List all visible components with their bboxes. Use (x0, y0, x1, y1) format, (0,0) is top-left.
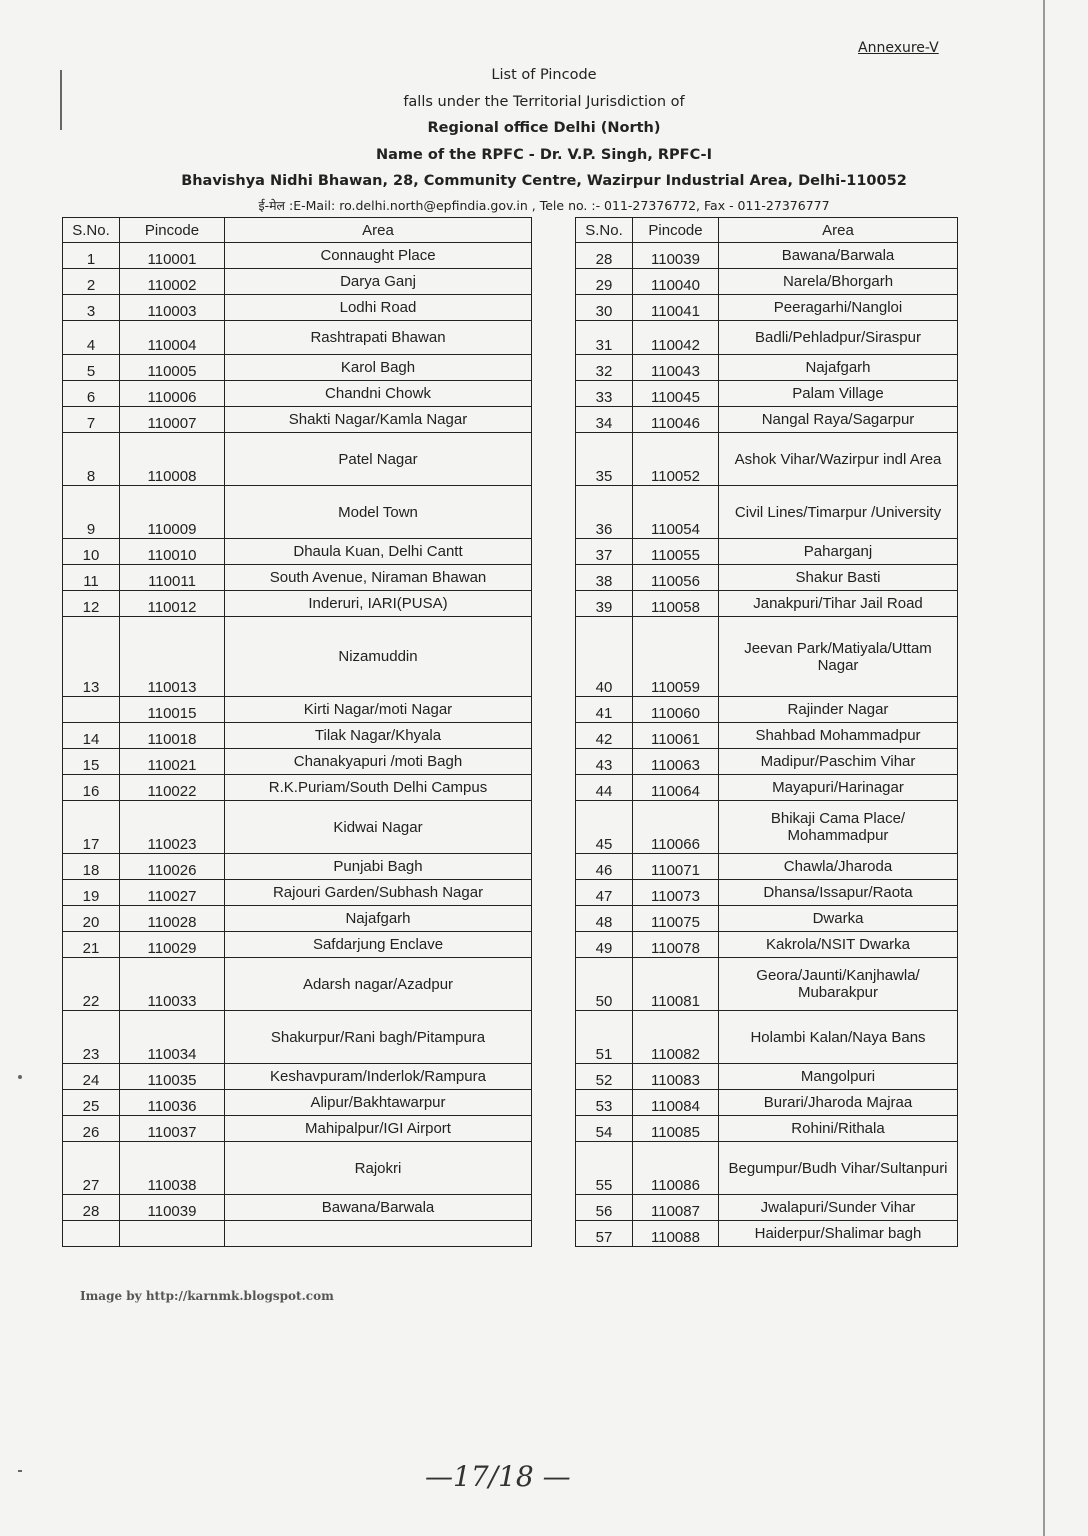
cell-sno: 15 (63, 749, 120, 775)
cell-sno: 39 (576, 591, 633, 617)
cell-sno: 14 (63, 723, 120, 749)
cell-area: R.K.Puriam/South Delhi Campus (225, 775, 532, 801)
table-row (63, 433, 532, 486)
cell-area: Najafgarh (719, 355, 958, 381)
cell-sno: 56 (576, 1195, 633, 1221)
cell-area: Kakrola/NSIT Dwarka (719, 932, 958, 958)
table-row (576, 932, 958, 958)
cell-pincode: 110042 (633, 321, 719, 355)
cell-pincode: 110071 (633, 854, 719, 880)
header-contact: ई-मेल :E-Mail: ro.delhi.north@epfindia.gov.in , Tele no. :- 011-27376772, Fax - 011-27376777 (258, 197, 830, 213)
cell-pincode: 110005 (120, 355, 225, 381)
cell-sno: 27 (63, 1142, 120, 1195)
cell-area: Begumpur/Budh Vihar/Sultanpuri (719, 1142, 958, 1195)
table-row (63, 1064, 532, 1090)
table-row (576, 880, 958, 906)
cell-pincode: 110064 (633, 775, 719, 801)
cell-area: Nangal Raya/Sagarpur (719, 407, 958, 433)
cell-area: Mangolpuri (719, 1064, 958, 1090)
cell-area: Chawla/Jharoda (719, 854, 958, 880)
cell-area: Dwarka (719, 906, 958, 932)
table-row (576, 801, 958, 854)
cell-area: Peeragarhi/Nangloi (719, 295, 958, 321)
cell-pincode: 110056 (633, 565, 719, 591)
cell-sno (63, 1221, 120, 1247)
table-row (576, 591, 958, 617)
cell-pincode: 110035 (120, 1064, 225, 1090)
cell-pincode: 110012 (120, 591, 225, 617)
cell-sno: 37 (576, 539, 633, 565)
header-rpfc-name: Name of the RPFC - Dr. V.P. Singh, RPFC-I (376, 146, 712, 163)
cell-pincode: 110040 (633, 269, 719, 295)
cell-sno: 18 (63, 854, 120, 880)
table-row (63, 880, 532, 906)
cell-area: Rashtrapati Bhawan (225, 321, 532, 355)
cell-sno: 2 (63, 269, 120, 295)
column-header-pincode: Pincode (633, 218, 719, 243)
column-header-area: Area (225, 218, 532, 243)
cell-sno: 55 (576, 1142, 633, 1195)
cell-area: Kidwai Nagar (225, 801, 532, 854)
table-row (576, 749, 958, 775)
cell-pincode: 110009 (120, 486, 225, 539)
table-row (63, 539, 532, 565)
table-row (63, 906, 532, 932)
table-row (576, 1116, 958, 1142)
cell-pincode: 110004 (120, 321, 225, 355)
cell-pincode: 110055 (633, 539, 719, 565)
cell-sno: 40 (576, 617, 633, 697)
table-row (576, 723, 958, 749)
cell-sno: 57 (576, 1221, 633, 1247)
table-row (576, 1011, 958, 1064)
cell-sno: 29 (576, 269, 633, 295)
cell-sno: 8 (63, 433, 120, 486)
cell-sno: 20 (63, 906, 120, 932)
cell-area: Palam Village (719, 381, 958, 407)
cell-sno: 46 (576, 854, 633, 880)
cell-area: Burari/Jharoda Majraa (719, 1090, 958, 1116)
cell-pincode: 110088 (633, 1221, 719, 1247)
table-row (576, 269, 958, 295)
cell-pincode: 110039 (633, 243, 719, 269)
table-row (576, 906, 958, 932)
table-row (63, 591, 532, 617)
cell-pincode: 110039 (120, 1195, 225, 1221)
cell-area: Tilak Nagar/Khyala (225, 723, 532, 749)
cell-sno: 13 (63, 617, 120, 697)
cell-sno: 11 (63, 565, 120, 591)
cell-pincode: 110046 (633, 407, 719, 433)
cell-area: Nizamuddin (225, 617, 532, 697)
cell-pincode: 110058 (633, 591, 719, 617)
annexure-label: Annexure-V (858, 40, 939, 56)
table-row (63, 1116, 532, 1142)
table-row (576, 1142, 958, 1195)
table-row (63, 932, 532, 958)
cell-pincode: 110013 (120, 617, 225, 697)
cell-pincode: 110008 (120, 433, 225, 486)
scan-mark (18, 1470, 22, 1472)
cell-area: Keshavpuram/Inderlok/Rampura (225, 1064, 532, 1090)
cell-pincode: 110066 (633, 801, 719, 854)
cell-sno (63, 697, 120, 723)
cell-area: Ashok Vihar/Wazirpur indl Area (719, 433, 958, 486)
cell-sno: 1 (63, 243, 120, 269)
table-row (63, 1221, 532, 1247)
cell-pincode: 110034 (120, 1011, 225, 1064)
table-row (576, 486, 958, 539)
cell-area: Chanakyapuri /moti Bagh (225, 749, 532, 775)
page-number: —17/18 — (425, 1460, 571, 1493)
cell-area: Jwalapuri/Sunder Vihar (719, 1195, 958, 1221)
cell-sno: 53 (576, 1090, 633, 1116)
header-title: List of Pincode (491, 67, 597, 83)
table-row (63, 1011, 532, 1064)
cell-pincode: 110037 (120, 1116, 225, 1142)
cell-area: Rohini/Rithala (719, 1116, 958, 1142)
cell-area: Mayapuri/Harinagar (719, 775, 958, 801)
scan-mark (18, 1075, 22, 1079)
table-row (63, 381, 532, 407)
table-row (576, 539, 958, 565)
cell-pincode: 110029 (120, 932, 225, 958)
header-jurisdiction: falls under the Territorial Jurisdiction of (403, 93, 685, 110)
cell-sno: 34 (576, 407, 633, 433)
table-row (63, 243, 532, 269)
table-row (576, 565, 958, 591)
cell-pincode: 110084 (633, 1090, 719, 1116)
table-header-row (576, 218, 958, 243)
cell-area: Badli/Pehladpur/Siraspur (719, 321, 958, 355)
cell-pincode: 110054 (633, 486, 719, 539)
cell-sno: 42 (576, 723, 633, 749)
cell-area: Lodhi Road (225, 295, 532, 321)
cell-pincode: 110026 (120, 854, 225, 880)
cell-sno: 48 (576, 906, 633, 932)
cell-sno: 26 (63, 1116, 120, 1142)
cell-pincode: 110011 (120, 565, 225, 591)
cell-sno: 10 (63, 539, 120, 565)
cell-pincode: 110087 (633, 1195, 719, 1221)
cell-pincode: 110002 (120, 269, 225, 295)
cell-sno: 28 (63, 1195, 120, 1221)
cell-area: Bawana/Barwala (719, 243, 958, 269)
cell-area: Narela/Bhorgarh (719, 269, 958, 295)
scan-edge-line (1043, 0, 1045, 1536)
column-header-pincode: Pincode (120, 218, 225, 243)
table-row (63, 269, 532, 295)
cell-sno: 54 (576, 1116, 633, 1142)
pincode-table-right (575, 217, 958, 1247)
cell-area: Paharganj (719, 539, 958, 565)
cell-sno: 25 (63, 1090, 120, 1116)
table-row (63, 1195, 532, 1221)
cell-area: Darya Ganj (225, 269, 532, 295)
cell-area: Rajokri (225, 1142, 532, 1195)
cell-sno: 31 (576, 321, 633, 355)
cell-sno: 9 (63, 486, 120, 539)
cell-area: Punjabi Bagh (225, 854, 532, 880)
table-row (63, 1142, 532, 1195)
cell-sno: 5 (63, 355, 120, 381)
cell-area: Shahbad Mohammadpur (719, 723, 958, 749)
cell-sno: 50 (576, 958, 633, 1011)
cell-pincode: 110033 (120, 958, 225, 1011)
cell-pincode: 110027 (120, 880, 225, 906)
cell-area: Civil Lines/Timarpur /University (719, 486, 958, 539)
header-address: Bhavishya Nidhi Bhawan, 28, Community Centre, Wazirpur Industrial Area, Delhi-110052 (181, 173, 907, 189)
cell-area: Alipur/Bakhtawarpur (225, 1090, 532, 1116)
image-credit: Image by http://karnmk.blogspot.com (80, 1289, 334, 1303)
cell-area: Janakpuri/Tihar Jail Road (719, 591, 958, 617)
cell-sno: 6 (63, 381, 120, 407)
cell-pincode: 110078 (633, 932, 719, 958)
pincode-table-left (62, 217, 532, 1247)
cell-pincode: 110063 (633, 749, 719, 775)
cell-pincode: 110045 (633, 381, 719, 407)
cell-pincode: 110086 (633, 1142, 719, 1195)
table-row (63, 697, 532, 723)
cell-area: Rajinder Nagar (719, 697, 958, 723)
cell-pincode: 110021 (120, 749, 225, 775)
cell-area: Connaught Place (225, 243, 532, 269)
cell-pincode: 110085 (633, 1116, 719, 1142)
cell-pincode: 110015 (120, 697, 225, 723)
cell-area: Shakti Nagar/Kamla Nagar (225, 407, 532, 433)
table-row (63, 486, 532, 539)
cell-sno: 17 (63, 801, 120, 854)
cell-area: Adarsh nagar/Azadpur (225, 958, 532, 1011)
cell-area: Rajouri Garden/Subhash Nagar (225, 880, 532, 906)
table-row (63, 321, 532, 355)
table-row (63, 801, 532, 854)
table-row (576, 433, 958, 486)
cell-sno: 22 (63, 958, 120, 1011)
table-row (63, 1090, 532, 1116)
cell-area: Safdarjung Enclave (225, 932, 532, 958)
table-row (63, 958, 532, 1011)
table-row (576, 1195, 958, 1221)
cell-area: Chandni Chowk (225, 381, 532, 407)
cell-pincode: 110006 (120, 381, 225, 407)
cell-pincode: 110052 (633, 433, 719, 486)
cell-area: Mahipalpur/IGI Airport (225, 1116, 532, 1142)
cell-area: Bawana/Barwala (225, 1195, 532, 1221)
cell-pincode (120, 1221, 225, 1247)
cell-area (225, 1221, 532, 1247)
table-row (576, 775, 958, 801)
cell-pincode: 110010 (120, 539, 225, 565)
cell-area: Kirti Nagar/moti Nagar (225, 697, 532, 723)
table-row (576, 407, 958, 433)
cell-pincode: 110022 (120, 775, 225, 801)
cell-sno: 47 (576, 880, 633, 906)
column-header-sno: S.No. (63, 218, 120, 243)
cell-area: Dhansa/Issapur/Raota (719, 880, 958, 906)
cell-area: Karol Bagh (225, 355, 532, 381)
cell-sno: 43 (576, 749, 633, 775)
table-row (63, 617, 532, 697)
cell-pincode: 110060 (633, 697, 719, 723)
table-row (576, 381, 958, 407)
cell-sno: 24 (63, 1064, 120, 1090)
cell-pincode: 110081 (633, 958, 719, 1011)
cell-pincode: 110007 (120, 407, 225, 433)
table-row (576, 1064, 958, 1090)
document-header (0, 62, 1088, 217)
cell-pincode: 110003 (120, 295, 225, 321)
cell-sno: 19 (63, 880, 120, 906)
table-row (576, 1090, 958, 1116)
cell-pincode: 110036 (120, 1090, 225, 1116)
cell-pincode: 110043 (633, 355, 719, 381)
table-row (576, 1221, 958, 1247)
cell-sno: 49 (576, 932, 633, 958)
column-header-sno: S.No. (576, 218, 633, 243)
cell-area: Model Town (225, 486, 532, 539)
table-row (63, 854, 532, 880)
cell-area: South Avenue, Niraman Bhawan (225, 565, 532, 591)
cell-sno: 36 (576, 486, 633, 539)
cell-area: Patel Nagar (225, 433, 532, 486)
table-row (576, 321, 958, 355)
cell-area: Najafgarh (225, 906, 532, 932)
table-row (576, 243, 958, 269)
cell-pincode: 110023 (120, 801, 225, 854)
cell-sno: 23 (63, 1011, 120, 1064)
cell-pincode: 110028 (120, 906, 225, 932)
cell-area: Madipur/Paschim Vihar (719, 749, 958, 775)
cell-sno: 32 (576, 355, 633, 381)
cell-pincode: 110059 (633, 617, 719, 697)
table-row (63, 565, 532, 591)
cell-pincode: 110082 (633, 1011, 719, 1064)
table-row (63, 723, 532, 749)
cell-area: Dhaula Kuan, Delhi Cantt (225, 539, 532, 565)
cell-sno: 3 (63, 295, 120, 321)
cell-sno: 12 (63, 591, 120, 617)
cell-area: Holambi Kalan/Naya Bans (719, 1011, 958, 1064)
table-row (63, 749, 532, 775)
cell-area: Geora/Jaunti/Kanjhawla/ Mubarakpur (719, 958, 958, 1011)
cell-pincode: 110018 (120, 723, 225, 749)
cell-sno: 38 (576, 565, 633, 591)
cell-sno: 21 (63, 932, 120, 958)
cell-sno: 16 (63, 775, 120, 801)
cell-area: Bhikaji Cama Place/ Mohammadpur (719, 801, 958, 854)
cell-pincode: 110001 (120, 243, 225, 269)
table-row (576, 295, 958, 321)
table-row (63, 407, 532, 433)
cell-area: Shakur Basti (719, 565, 958, 591)
cell-sno: 4 (63, 321, 120, 355)
header-office: Regional office Delhi (North) (427, 120, 661, 136)
cell-sno: 45 (576, 801, 633, 854)
cell-area: Inderuri, IARI(PUSA) (225, 591, 532, 617)
cell-sno: 52 (576, 1064, 633, 1090)
cell-pincode: 110061 (633, 723, 719, 749)
cell-pincode: 110038 (120, 1142, 225, 1195)
table-row (63, 775, 532, 801)
table-row (576, 697, 958, 723)
cell-area: Shakurpur/Rani bagh/Pitampura (225, 1011, 532, 1064)
cell-pincode: 110083 (633, 1064, 719, 1090)
table-header-row (63, 218, 532, 243)
cell-sno: 7 (63, 407, 120, 433)
cell-sno: 44 (576, 775, 633, 801)
table-row (576, 355, 958, 381)
table-row (63, 295, 532, 321)
table-row (576, 854, 958, 880)
cell-sno: 51 (576, 1011, 633, 1064)
cell-area: Jeevan Park/Matiyala/Uttam Nagar (719, 617, 958, 697)
cell-sno: 35 (576, 433, 633, 486)
column-header-area: Area (719, 218, 958, 243)
cell-pincode: 110073 (633, 880, 719, 906)
cell-pincode: 110041 (633, 295, 719, 321)
table-row (576, 617, 958, 697)
table-row (576, 958, 958, 1011)
cell-sno: 28 (576, 243, 633, 269)
cell-area: Haiderpur/Shalimar bagh (719, 1221, 958, 1247)
table-row (63, 355, 532, 381)
cell-pincode: 110075 (633, 906, 719, 932)
cell-sno: 33 (576, 381, 633, 407)
cell-sno: 30 (576, 295, 633, 321)
cell-sno: 41 (576, 697, 633, 723)
